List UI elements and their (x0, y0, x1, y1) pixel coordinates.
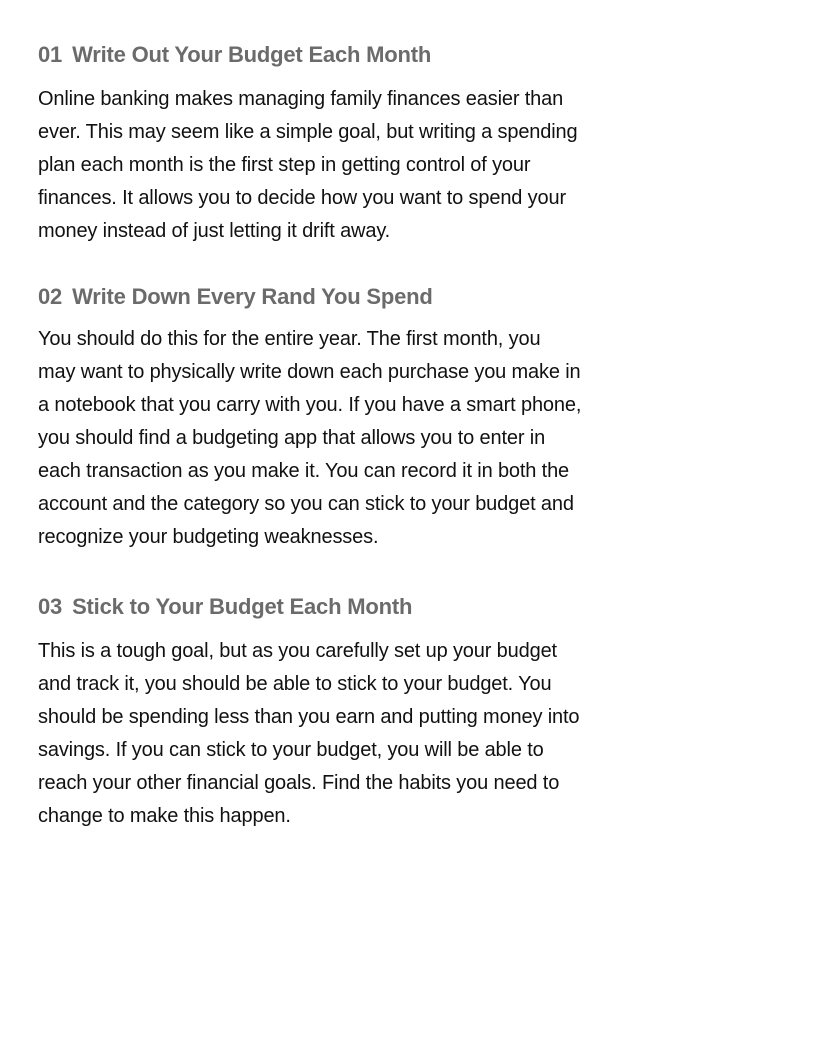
paragraph-line: you should find a budgeting app that allows you to enter in (38, 427, 546, 449)
paragraph-line: account and the category so you can stick to your budget and (38, 493, 574, 515)
paragraph-line: each transaction as you make it. You can record it in both the (38, 460, 570, 482)
section-number: 02 (38, 284, 63, 309)
section-heading (38, 41, 648, 69)
paragraph-line: and track it, you should be able to stick to your budget. You (38, 673, 552, 695)
paragraph-line: This is a tough goal, but as you carefully set up your budget (38, 640, 557, 662)
paragraph-line: finances. It allows you to decide how you want to spend your (38, 187, 566, 209)
paragraph-line: You should do this for the entire year. The first month, you (38, 328, 541, 350)
section-title: Write Out Your Budget Each Month (72, 42, 432, 67)
paragraph-line: recognize your budgeting weaknesses. (38, 526, 379, 548)
section-title: Stick to Your Budget Each Month (72, 594, 413, 619)
paragraph-line: Online banking makes managing family finances easier than (38, 88, 564, 110)
section-write-out-budget (38, 41, 648, 248)
section-heading (38, 283, 648, 311)
section-paragraph (38, 83, 648, 248)
paragraph-line: a notebook that you carry with you. If you have a smart phone, (38, 394, 582, 416)
paragraph-line: ever. This may seem like a simple goal, but writing a spending (38, 121, 578, 143)
section-title: Write Down Every Rand You Spend (72, 284, 433, 309)
paragraph-line: reach your other financial goals. Find the habits you need to (38, 772, 560, 794)
section-number: 01 (38, 42, 63, 67)
section-paragraph (38, 323, 648, 554)
section-heading (38, 593, 648, 621)
paragraph-line: may want to physically write down each purchase you make in (38, 361, 581, 383)
paragraph-line: money instead of just letting it drift away. (38, 220, 391, 242)
paragraph-line: change to make this happen. (38, 805, 291, 827)
paragraph-line: savings. If you can stick to your budget, you will be able to (38, 739, 544, 761)
section-number: 03 (38, 594, 63, 619)
section-write-down-spending (38, 283, 648, 554)
section-stick-to-budget (38, 593, 648, 833)
section-paragraph (38, 635, 648, 833)
paragraph-line: should be spending less than you earn and putting money into (38, 706, 580, 728)
paragraph-line: plan each month is the first step in getting control of your (38, 154, 531, 176)
